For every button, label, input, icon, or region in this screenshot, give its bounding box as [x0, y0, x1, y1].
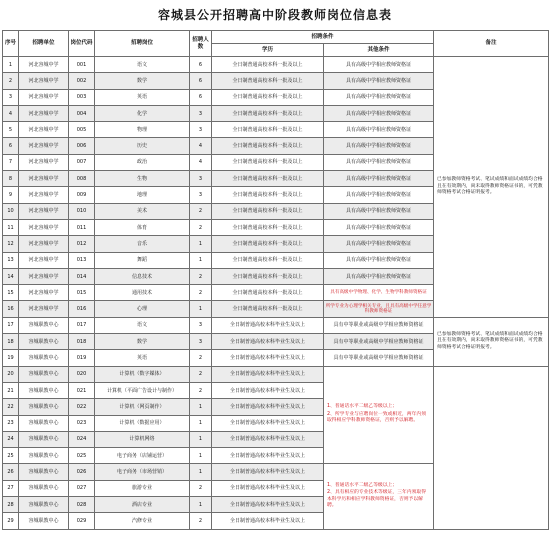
cell-post: 数学	[95, 334, 190, 350]
cell-seq: 25	[3, 448, 19, 464]
cell-post: 物理	[95, 122, 190, 138]
cell-count: 2	[190, 480, 212, 496]
cell-post: 历史	[95, 138, 190, 154]
cell-count: 2	[190, 285, 212, 301]
cell-other: 具有高级中学相应教师资格证	[324, 89, 434, 105]
condition-line: 1、普通话水平二级乙等级以上；	[327, 482, 398, 488]
cell-unit: 河北容城中学	[19, 203, 69, 219]
cell-count: 4	[190, 154, 212, 170]
cell-other: 具有高级中学相应教师资格证	[324, 154, 434, 170]
cell-count: 2	[190, 513, 212, 529]
cell-seq: 7	[3, 154, 19, 170]
cell-code: 015	[69, 285, 95, 301]
cell-education: 全日制普通高校本科一批及以上	[212, 138, 324, 154]
cell-education: 全日制普通高校本科毕业生及以上	[212, 431, 324, 447]
cell-code: 002	[69, 73, 95, 89]
cell-post: 英语	[95, 89, 190, 105]
cell-unit: 河北容城中学	[19, 89, 69, 105]
cell-other: 具有高级中学相应教师资格证	[324, 122, 434, 138]
cell-seq: 12	[3, 236, 19, 252]
cell-unit: 河北容城中学	[19, 301, 69, 317]
cell-seq: 15	[3, 285, 19, 301]
cell-post: 心理	[95, 301, 190, 317]
cell-unit: 河北容城中学	[19, 138, 69, 154]
table-row	[3, 366, 549, 382]
cell-seq: 14	[3, 268, 19, 284]
cell-seq: 20	[3, 366, 19, 382]
cell-unit: 河北容城中学	[19, 171, 69, 187]
cell-post: 电子商务（店铺运营）	[95, 448, 190, 464]
cell-count: 1	[190, 415, 212, 431]
cell-seq: 3	[3, 89, 19, 105]
cell-code: 019	[69, 350, 95, 366]
condition-line: 1、普通话水平二级乙等级以上；	[327, 404, 398, 410]
cell-unit: 容城职教中心	[19, 497, 69, 513]
cell-count: 3	[190, 317, 212, 333]
cell-post: 计算机（平面广告设计与制作）	[95, 382, 190, 398]
cell-count: 1	[190, 448, 212, 464]
cell-other: 具有高级中学相应教师资格证	[324, 219, 434, 235]
cell-post: 体育	[95, 219, 190, 235]
cell-education: 全日制普通高校本科毕业生及以上	[212, 513, 324, 529]
cell-other: 具有高级中学相应教师资格证	[324, 171, 434, 187]
cell-count: 1	[190, 431, 212, 447]
cell-unit: 河北容城中学	[19, 268, 69, 284]
cell-unit: 容城职教中心	[19, 382, 69, 398]
cell-unit: 容城职教中心	[19, 448, 69, 464]
cell-unit: 容城职教中心	[19, 334, 69, 350]
cell-education: 全日制普通高校本科一批及以上	[212, 236, 324, 252]
remark-block-2: 已参加教师资格考试、笔试成绩和面试成绩均合格且在有效期内，尚未取得教师资格证书的，可凭教师资格考试合格证明报考。	[434, 317, 549, 366]
cell-other: 具有高级中学相应教师资格证	[324, 252, 434, 268]
cell-unit: 容城职教中心	[19, 513, 69, 529]
remark-block-empty	[434, 366, 549, 529]
cell-other: 具有高级中学相应教师资格证	[324, 203, 434, 219]
header-other: 其他条件	[324, 44, 434, 57]
cell-seq: 24	[3, 431, 19, 447]
cell-other: 具有高级中学相应教师资格证	[324, 73, 434, 89]
cell-education: 全日制普通高校本科毕业生及以上	[212, 334, 324, 350]
cell-code: 003	[69, 89, 95, 105]
cell-unit: 河北容城中学	[19, 219, 69, 235]
cell-education: 全日制普通高校本科毕业生及以上	[212, 366, 324, 382]
cell-education: 全日制普通高校本科一批及以上	[212, 268, 324, 284]
cell-unit: 容城职教中心	[19, 431, 69, 447]
cell-count: 2	[190, 203, 212, 219]
cell-unit: 河北容城中学	[19, 122, 69, 138]
cell-count: 1	[190, 252, 212, 268]
cell-seq: 29	[3, 513, 19, 529]
cell-post: 生物	[95, 171, 190, 187]
cell-seq: 26	[3, 464, 19, 480]
cell-seq: 16	[3, 301, 19, 317]
cell-education: 全日制普通高校本科一批及以上	[212, 89, 324, 105]
cell-seq: 4	[3, 105, 19, 121]
cell-code: 012	[69, 236, 95, 252]
cell-post: 计算机（数据应用）	[95, 415, 190, 431]
cell-post: 计算机网络	[95, 431, 190, 447]
cell-code: 023	[69, 415, 95, 431]
header-seq: 序号	[3, 31, 19, 57]
header-post: 招聘岗位	[95, 31, 190, 57]
cell-education: 全日制普通高校本科一批及以上	[212, 105, 324, 121]
recruitment-table	[2, 30, 549, 530]
cell-education: 全日制普通高校本科毕业生及以上	[212, 350, 324, 366]
cell-unit: 容城职教中心	[19, 399, 69, 415]
cell-unit: 河北容城中学	[19, 57, 69, 73]
cell-unit: 容城职教中心	[19, 415, 69, 431]
cell-post: 计算机（网页制作）	[95, 399, 190, 415]
cell-code: 017	[69, 317, 95, 333]
cell-post: 电子商务（市场营销）	[95, 464, 190, 480]
cell-seq: 5	[3, 122, 19, 138]
cell-count: 1	[190, 497, 212, 513]
table-row	[3, 57, 549, 73]
cell-education: 全日制普通高校本科一批及以上	[212, 285, 324, 301]
cell-post: 信息技术	[95, 268, 190, 284]
cell-code: 016	[69, 301, 95, 317]
cell-seq: 28	[3, 497, 19, 513]
cell-code: 018	[69, 334, 95, 350]
cell-seq: 23	[3, 415, 19, 431]
header-remark: 备注	[434, 31, 549, 57]
cell-post: 化学	[95, 105, 190, 121]
cell-seq: 11	[3, 219, 19, 235]
cell-count: 3	[190, 187, 212, 203]
cell-code: 029	[69, 513, 95, 529]
cell-education: 全日制普通高校本科毕业生及以上	[212, 480, 324, 496]
cell-post: 语文	[95, 57, 190, 73]
cell-count: 1	[190, 464, 212, 480]
cell-post: 地理	[95, 187, 190, 203]
cell-education: 全日制普通高校本科一批及以上	[212, 57, 324, 73]
cell-other: 具有高级中学相应教师资格证	[324, 187, 434, 203]
cell-post: 酒店专业	[95, 497, 190, 513]
cell-education: 全日制普通高校本科一批及以上	[212, 187, 324, 203]
cell-code: 011	[69, 219, 95, 235]
cell-education: 全日制普通高校本科毕业生及以上	[212, 448, 324, 464]
cell-seq: 19	[3, 350, 19, 366]
cell-code: 006	[69, 138, 95, 154]
cell-education: 全日制普通高校本科毕业生及以上	[212, 382, 324, 398]
cell-seq: 10	[3, 203, 19, 219]
condition-line: 2、具有相应的专业技术等级证，三年内须取得本科学历和相应学科教师资格证，否则予以解聘。	[327, 490, 426, 509]
header-code: 岗位代码	[69, 31, 95, 57]
cell-seq: 17	[3, 317, 19, 333]
cell-post: 数学	[95, 73, 190, 89]
cell-seq: 27	[3, 480, 19, 496]
cell-count: 1	[190, 236, 212, 252]
cell-other: 具有高级中学相应教师资格证	[324, 268, 434, 284]
cell-post: 音乐	[95, 236, 190, 252]
cell-seq: 8	[3, 171, 19, 187]
cell-count: 3	[190, 334, 212, 350]
cell-code: 025	[69, 448, 95, 464]
cell-seq: 2	[3, 73, 19, 89]
cell-post: 语文	[95, 317, 190, 333]
cell-count: 6	[190, 57, 212, 73]
page-title: 容城县公开招聘高中阶段教师岗位信息表	[157, 8, 392, 22]
cell-code: 027	[69, 480, 95, 496]
header-education: 学历	[212, 44, 324, 57]
cell-education: 全日制普通高校本科一批及以上	[212, 301, 324, 317]
cell-code: 021	[69, 382, 95, 398]
cell-seq: 6	[3, 138, 19, 154]
cell-education: 全日制普通高校本科毕业生及以上	[212, 317, 324, 333]
cell-other: 具有中等职业或高级中学相应教师资格证	[324, 350, 434, 366]
cell-code: 010	[69, 203, 95, 219]
cell-seq: 18	[3, 334, 19, 350]
cell-other: 具有中等职业或高级中学相应教师资格证	[324, 334, 434, 350]
cell-code: 014	[69, 268, 95, 284]
cell-education: 全日制普通高校本科一批及以上	[212, 219, 324, 235]
cell-unit: 河北容城中学	[19, 187, 69, 203]
cell-code: 028	[69, 497, 95, 513]
cell-post: 政治	[95, 154, 190, 170]
other-conditions-block-b	[324, 464, 434, 529]
cell-education: 全日制普通高校本科一批及以上	[212, 73, 324, 89]
cell-post: 汽修专业	[95, 513, 190, 529]
cell-code: 009	[69, 187, 95, 203]
cell-unit: 容城职教中心	[19, 350, 69, 366]
table-row	[3, 317, 549, 333]
cell-unit: 河北容城中学	[19, 73, 69, 89]
cell-count: 2	[190, 366, 212, 382]
cell-education: 全日制普通高校本科毕业生及以上	[212, 415, 324, 431]
cell-code: 008	[69, 171, 95, 187]
other-conditions-block-a	[324, 366, 434, 464]
cell-unit: 容城职教中心	[19, 480, 69, 496]
cell-education: 全日制普通高校本科毕业生及以上	[212, 399, 324, 415]
cell-seq: 21	[3, 382, 19, 398]
remark-block-1: 已参加教师资格考试、笔试成绩和面试成绩均合格且在有效期内，尚未取得教师资格证书的，可凭教师资格考试合格证明报考。	[434, 57, 549, 318]
cell-count: 1	[190, 399, 212, 415]
cell-code: 005	[69, 122, 95, 138]
cell-code: 004	[69, 105, 95, 121]
cell-count: 2	[190, 268, 212, 284]
cell-post: 英语	[95, 350, 190, 366]
cell-code: 026	[69, 464, 95, 480]
header-unit: 招聘单位	[19, 31, 69, 57]
cell-count: 3	[190, 105, 212, 121]
cell-unit: 河北容城中学	[19, 252, 69, 268]
cell-education: 全日制普通高校本科毕业生及以上	[212, 464, 324, 480]
cell-other: 具有高级中学相应教师资格证	[324, 57, 434, 73]
cell-education: 全日制普通高校本科一批及以上	[212, 203, 324, 219]
cell-other: 所学专业为心理学相关专业，且具有高级中学任意学科教师资格证	[324, 301, 434, 317]
cell-count: 2	[190, 350, 212, 366]
cell-code: 022	[69, 399, 95, 415]
cell-count: 6	[190, 89, 212, 105]
cell-seq: 9	[3, 187, 19, 203]
cell-code: 007	[69, 154, 95, 170]
cell-code: 024	[69, 431, 95, 447]
cell-seq: 22	[3, 399, 19, 415]
cell-education: 全日制普通高校本科一批及以上	[212, 122, 324, 138]
cell-unit: 河北容城中学	[19, 285, 69, 301]
table-body	[3, 57, 549, 530]
cell-seq: 1	[3, 57, 19, 73]
cell-count: 2	[190, 382, 212, 398]
cell-unit: 容城职教中心	[19, 317, 69, 333]
cell-count: 1	[190, 301, 212, 317]
cell-unit: 容城职教中心	[19, 366, 69, 382]
cell-code: 013	[69, 252, 95, 268]
cell-count: 3	[190, 171, 212, 187]
cell-education: 全日制普通高校本科一批及以上	[212, 171, 324, 187]
cell-other: 具有中等职业或高级中学相应教师资格证	[324, 317, 434, 333]
cell-other: 具有高级中学相应教师资格证	[324, 138, 434, 154]
header-conditions: 招聘条件	[212, 31, 434, 44]
cell-post: 计算机（数字媒体）	[95, 366, 190, 382]
cell-post: 美术	[95, 203, 190, 219]
cell-count: 6	[190, 73, 212, 89]
cell-education: 全日制普通高校本科一批及以上	[212, 252, 324, 268]
cell-other: 具有高级中学物理、化学、生物学科教师资格证	[324, 285, 434, 301]
cell-code: 020	[69, 366, 95, 382]
cell-other: 具有高级中学相应教师资格证	[324, 236, 434, 252]
cell-count: 2	[190, 219, 212, 235]
cell-count: 4	[190, 138, 212, 154]
cell-education: 全日制普通高校本科毕业生及以上	[212, 497, 324, 513]
cell-count: 3	[190, 122, 212, 138]
cell-code: 001	[69, 57, 95, 73]
cell-unit: 河北容城中学	[19, 154, 69, 170]
cell-post: 舞蹈	[95, 252, 190, 268]
condition-line: 2、所学专业与应聘岗位一致或相近，两年内须取得相应学科教师资格证，否则予以解聘。	[327, 411, 426, 424]
cell-education: 全日制普通高校本科一批及以上	[212, 154, 324, 170]
cell-seq: 13	[3, 252, 19, 268]
cell-unit: 河北容城中学	[19, 236, 69, 252]
cell-post: 旅游专业	[95, 480, 190, 496]
header-count: 招聘人数	[190, 31, 212, 57]
cell-post: 通用技术	[95, 285, 190, 301]
cell-other: 具有高级中学相应教师资格证	[324, 105, 434, 121]
cell-unit: 容城职教中心	[19, 464, 69, 480]
cell-unit: 河北容城中学	[19, 105, 69, 121]
